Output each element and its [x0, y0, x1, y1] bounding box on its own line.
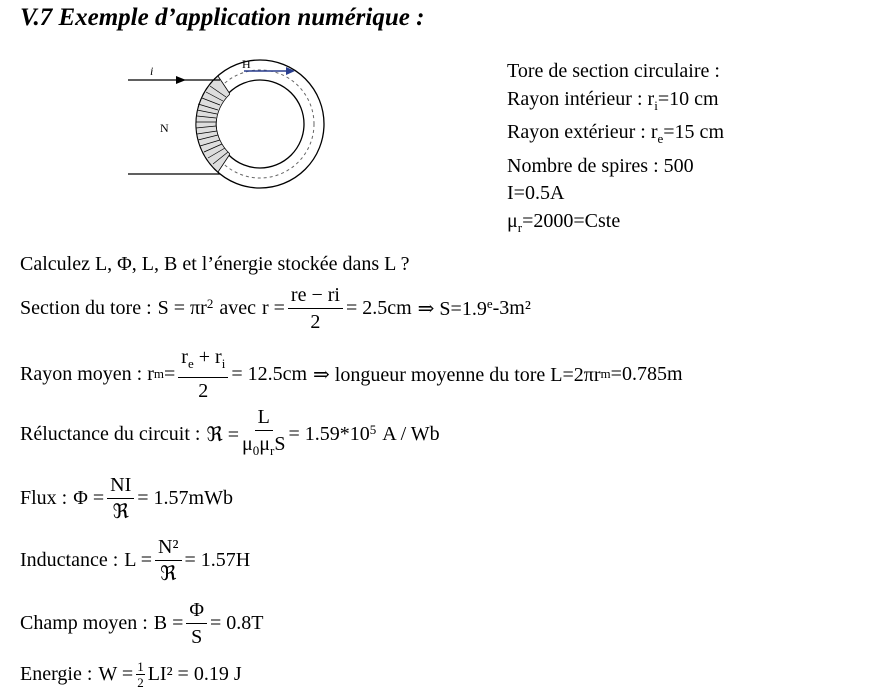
current-label: i: [150, 64, 154, 78]
spec-permeability: $\mu_r=2000=Cste$: [507, 209, 621, 235]
turns-label: N: [160, 121, 169, 135]
section-formula: Section du tore : S = πr $^2$ avec r = $\frac{re - ri}{2}$ = 2.5cm ⇒ S=1.9 $^e$ -3m²: [20, 284, 531, 333]
flux-formula: Flux : Φ = $\frac{NI}{\text{ℜ}}$ = 1.57mWb: [20, 474, 233, 523]
problem-data: [507, 58, 724, 241]
question-line: Calculez L, Φ, L, B et l’énergie stockée dans L ?: [20, 253, 410, 275]
current-arrow: [176, 76, 186, 84]
spec-inner-radius: Rayon intérieur : $r_i=10$ cm: [507, 87, 719, 113]
mean-radius-fraction: $\frac{r_e + r_i}{2}$: [178, 346, 228, 402]
spec-heading: Tore de section circulaire :: [507, 60, 720, 82]
energy-fraction: $\frac{1}{2}$: [137, 659, 144, 690]
inductance-fraction: $\frac{\text{N²}}{\text{ℜ}}$: [155, 536, 181, 585]
field-formula: Champ moyen : B = $\frac{\Phi}{S}$ = 0.8T: [20, 599, 264, 648]
spec-current: I=0.5A: [507, 182, 565, 204]
energy-formula: Energie : W = $\frac{1}{2}$ LI² = 0.19 J: [20, 659, 242, 690]
spec-turns: Nombre de spires : 500: [507, 154, 694, 177]
toroid-figure: [120, 54, 350, 194]
spec-outer-radius: Rayon extérieur : $r_e=15$ cm: [507, 121, 724, 146]
section-fraction: $\frac{re - ri}{2}$: [288, 284, 343, 333]
winding-coil: [196, 76, 230, 172]
mean-radius-formula: Rayon moyen : r m = $\frac{r_e + r_i}{2}$ = 12.5cm ⇒ longueur moyenne du tore L=2πr m =0.785m: [20, 346, 683, 402]
section-title: V.7 Exemple d’application numérique :: [20, 4, 425, 31]
field-label: H: [242, 57, 251, 71]
inductance-formula: Inductance : L = $\frac{\text{N²}}{\text{ℜ}}$ = 1.57H: [20, 536, 251, 585]
reluctance-fraction: $\frac{L}{\mu_0\mu_rS}$: [242, 406, 286, 458]
reluctance-formula: Réluctance du circuit : ℜ = $\frac{L}{\mu_0\mu_rS}$ = 1.59*10 $^5$ A / Wb: [20, 406, 440, 462]
flux-fraction: $\frac{NI}{\text{ℜ}}$: [107, 474, 134, 523]
field-fraction: $\frac{\Phi}{S}$: [186, 599, 207, 648]
